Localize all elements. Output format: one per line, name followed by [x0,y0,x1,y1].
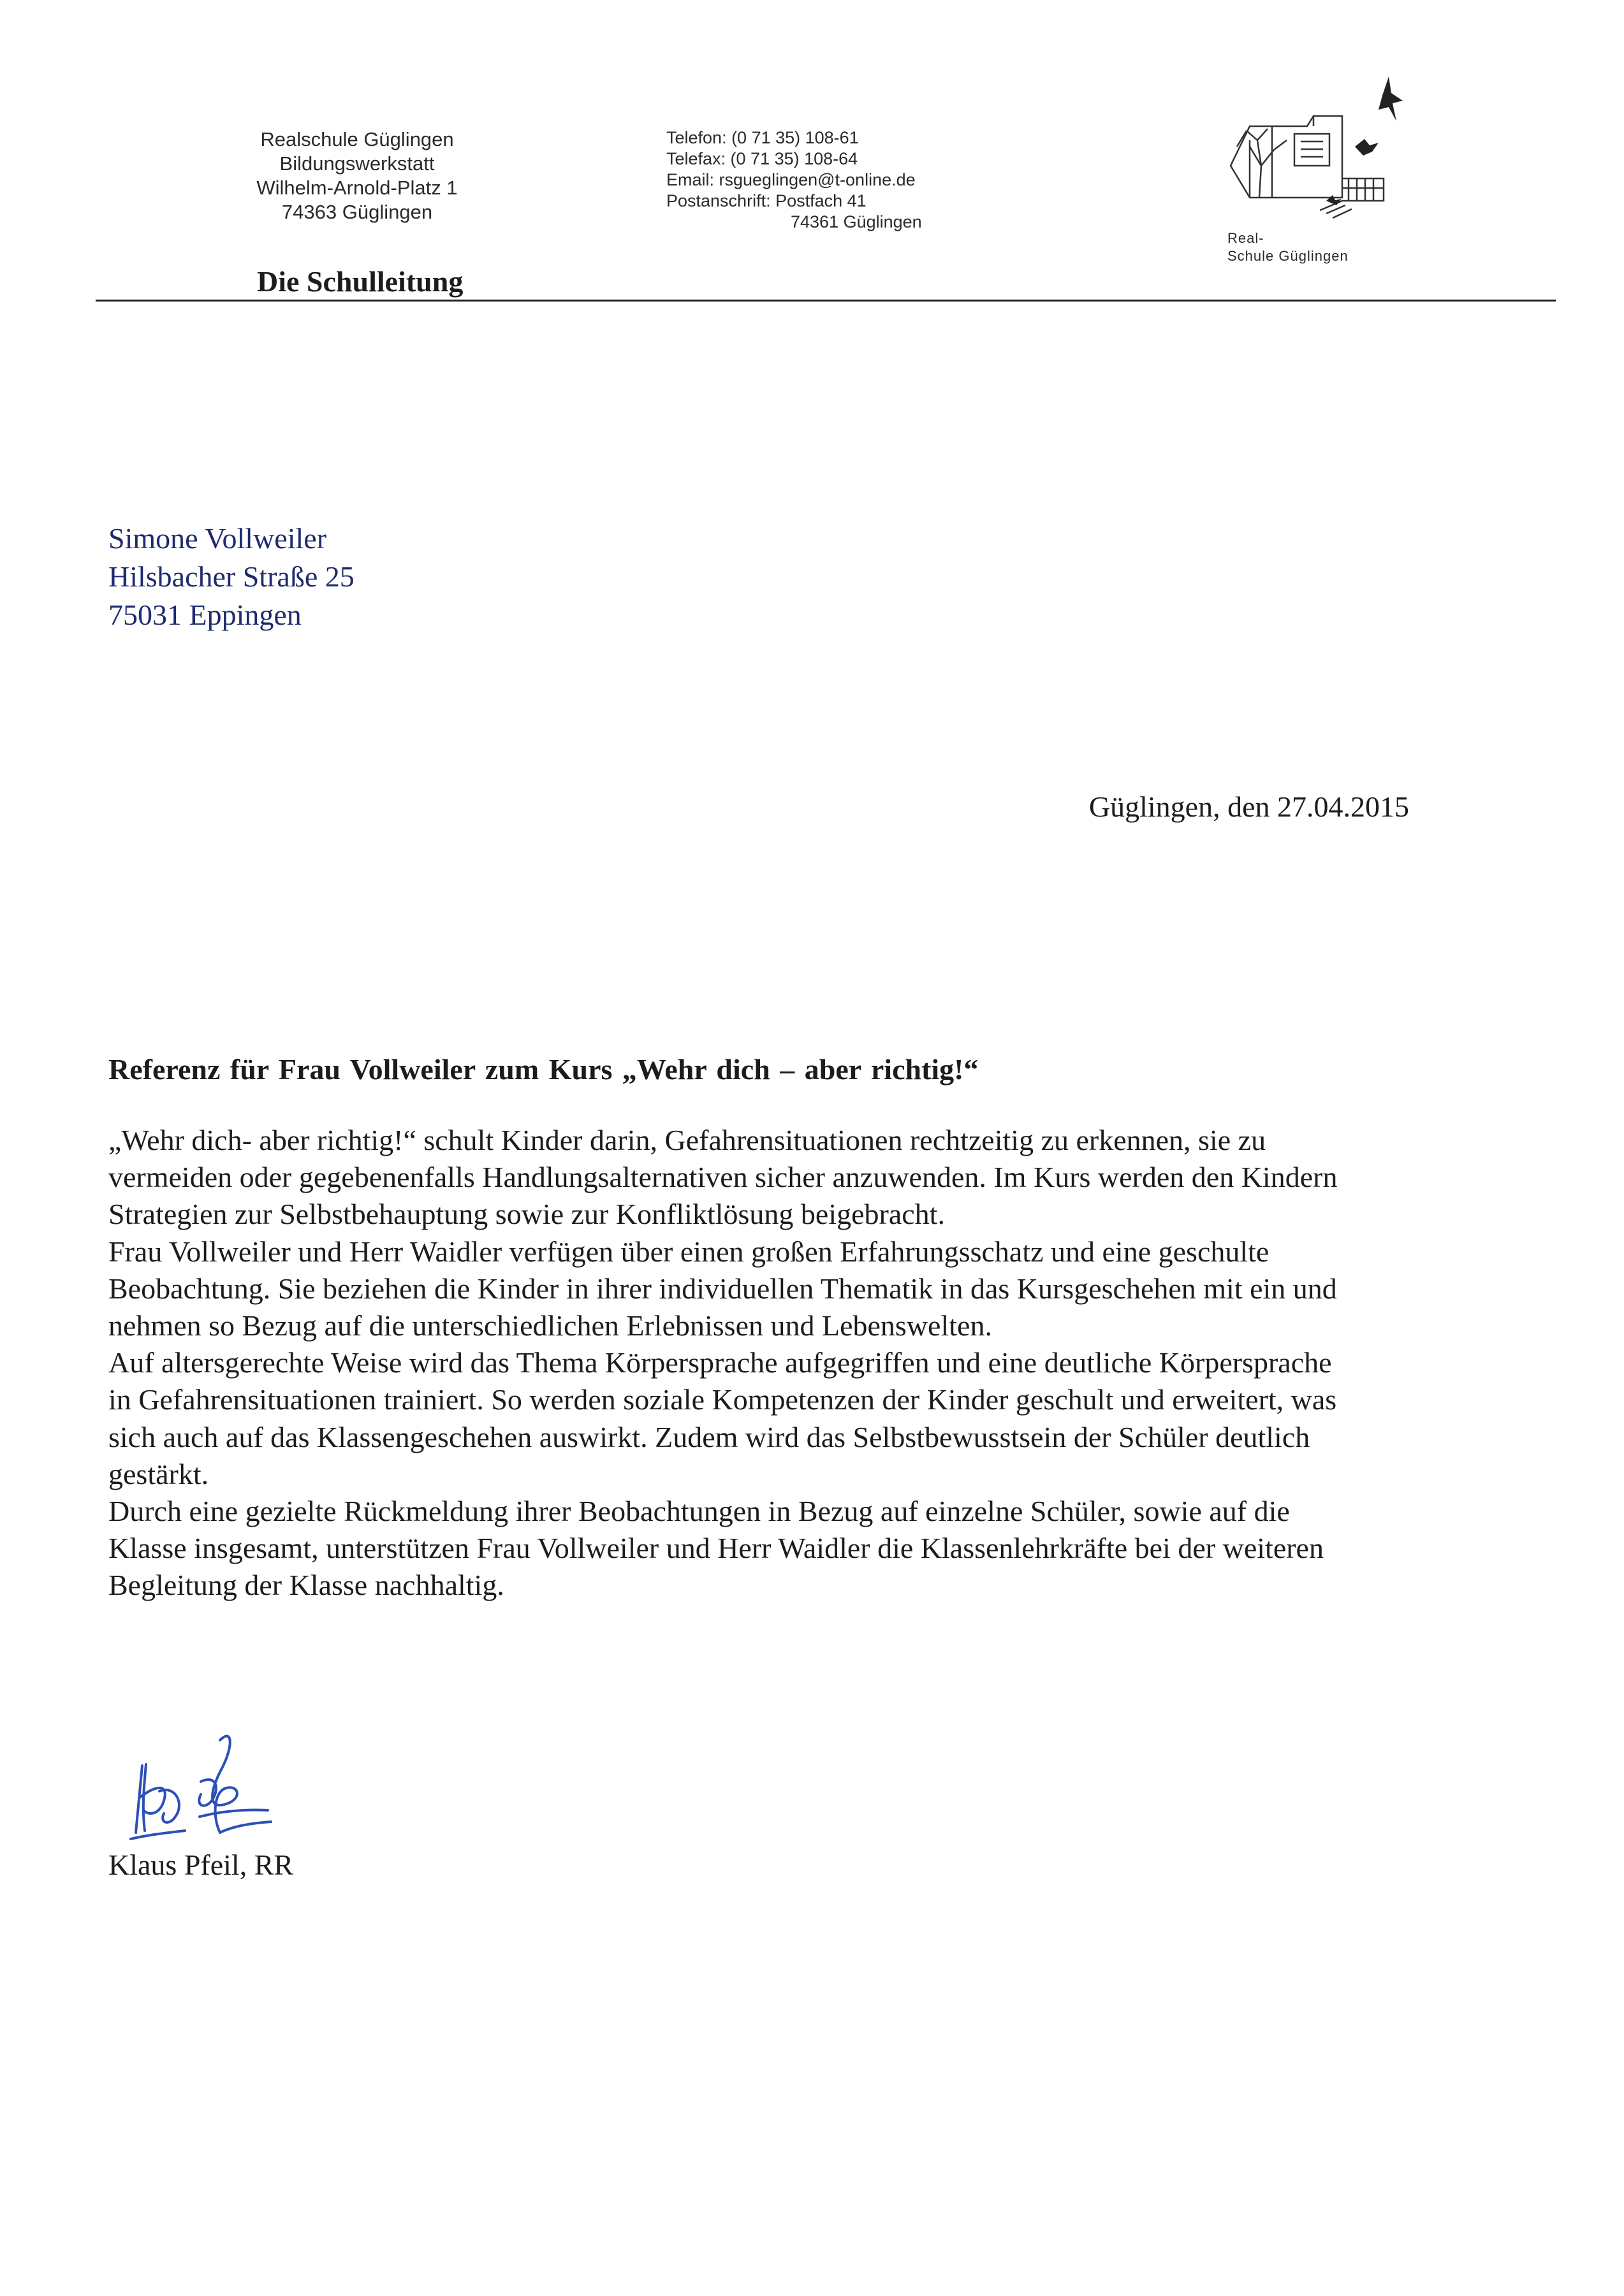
body-line: „Wehr dich- aber richtig!“ schult Kinder darin, Gefahrensituationen rechtzeitig zu erkennen, sie zu [108,1124,1266,1156]
date-line: Güglingen, den 27.04.2015 [1088,790,1409,823]
body-line: nehmen so Bezug auf die unterschiedlichen Erlebnissen und Lebenswelten. [108,1309,992,1342]
body-line: Frau Vollweiler und Herr Waidler verfügen über einen großen Erfahrungsschatz und eine geschulte [108,1235,1269,1268]
school-city: 74363 Güglingen [281,201,433,223]
signer-name: Klaus Pfeil, RR [108,1849,294,1881]
postal-box: Postfach 41 [775,191,867,210]
school-name: Realschule Güglingen [260,128,454,150]
logo-caption [1227,229,1349,265]
school-street: Wilhelm-Arnold-Platz 1 [256,177,458,199]
body-line: Klasse insgesamt, unterstützen Frau Vollweiler und Herr Waidler die Klassenlehrkräfte bei der weiteren [108,1532,1324,1565]
body-line: Begleitung der Klasse nachhaltig. [108,1569,504,1602]
subject-line: Referenz für Frau Vollweiler zum Kurs „Wehr dich – aber richtig!“ [108,1053,979,1086]
recipient-address [108,520,355,634]
school-unit: Bildungswerkstatt [279,152,435,175]
phone-number: Telefon: (0 71 35) 108-61 [666,128,859,147]
postal-address [666,191,998,212]
fax-number: Telefax: (0 71 35) 108-64 [666,149,858,168]
school-address [230,127,485,224]
body-line: Auf altersgerechte Weise wird das Thema Körpersprache aufgegriffen und eine deutliche Körpersprache [108,1346,1332,1379]
body-line: sich auch auf das Klassengeschehen auswirkt. Zudem wird das Selbstbewusstsein der Schüler deutlich [108,1420,1310,1453]
email-address: Email: rsgueglingen@t-online.de [666,170,916,189]
body-line: in Gefahrensituationen trainiert. So werden soziale Kompetenzen der Kinder geschult und erweitert, was [108,1383,1337,1416]
header-divider [96,300,1556,302]
recipient-name: Simone Vollweiler [108,522,327,555]
recipient-city: 75031 Eppingen [108,599,302,631]
body-line: Durch eine gezielte Rückmeldung ihrer Beobachtungen in Bezug auf einzelne Schüler, sowie auf die [108,1495,1290,1528]
body-line: Beobachtung. Sie beziehen die Kinder in ihrer individuellen Thematik in das Kursgeschehen mit ein und [108,1272,1337,1305]
body-line: gestärkt. [108,1457,209,1490]
school-building-logo-icon [1211,70,1422,236]
logo-caption-line2: Schule Güglingen [1227,248,1349,264]
department-title: Die Schulleitung [257,265,464,298]
body-line: Strategien zur Selbstbehauptung sowie zur Konfliktlösung beigebracht. [108,1198,945,1231]
logo-caption-line1: Real- [1227,230,1264,246]
body-line: vermeiden oder gegebenenfalls Handlungsalternativen sicher anzuwenden. Im Kurs werden den Kindern [108,1161,1338,1194]
postal-label: Postanschrift: [666,191,771,210]
school-contact [666,127,998,233]
letter-body [108,1122,1467,1604]
recipient-street: Hilsbacher Straße 25 [108,560,355,593]
postal-city: 74361 Güglingen [791,212,922,231]
